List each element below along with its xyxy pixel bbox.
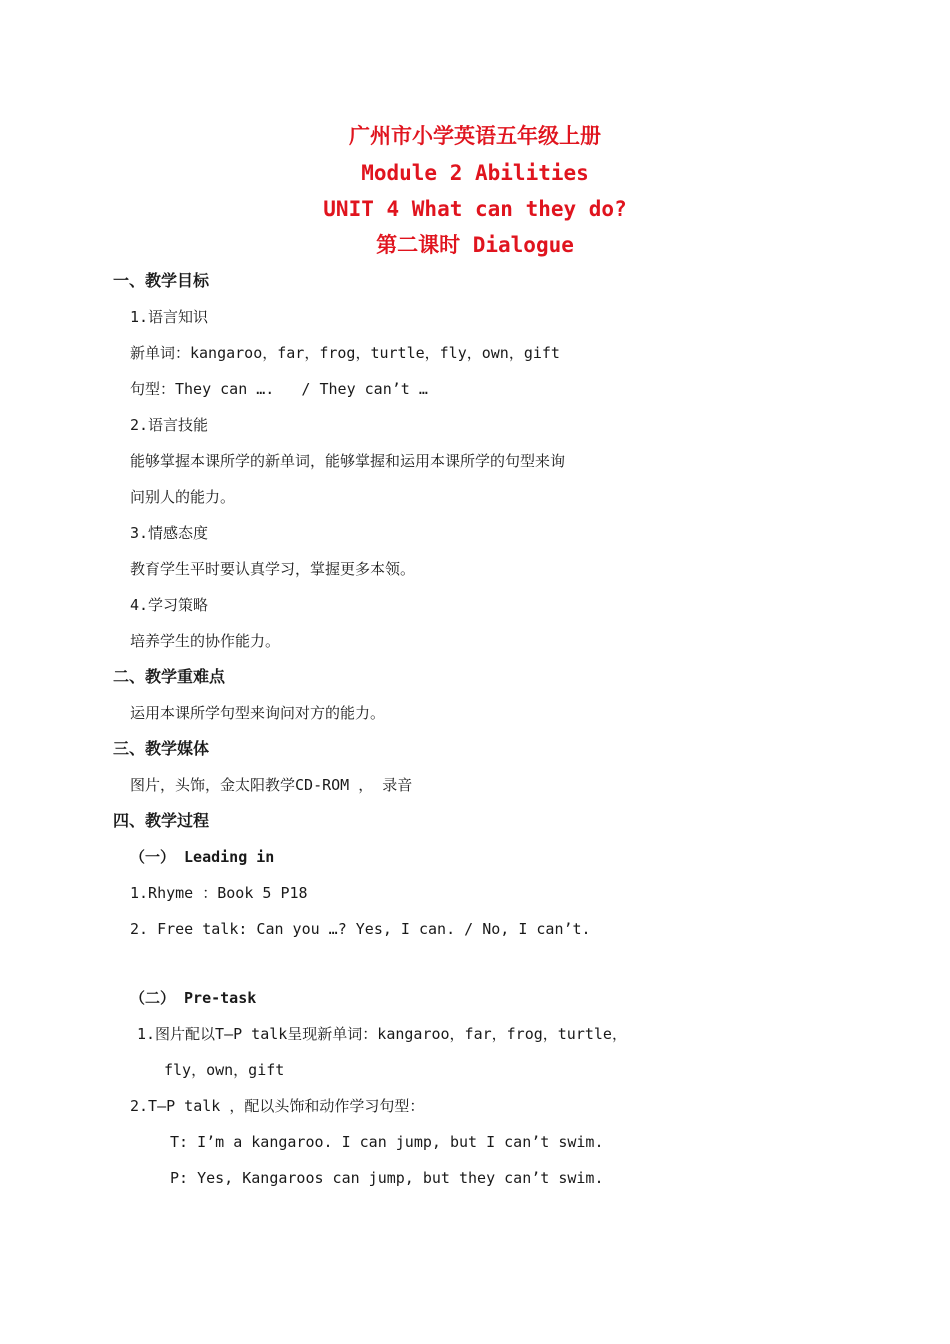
unit-title: UNIT 4 What can they do?	[323, 197, 627, 221]
key-points-text: 运用本课所学句型来询问对方的能力。	[130, 704, 386, 722]
lesson-title: 第二课时 Dialogue	[376, 233, 574, 257]
dialogue-pupil-line: P: Yes, Kangaroos can jump, but they can’t swim.	[170, 1169, 604, 1187]
pre-task-step-1: 1.图片配以T—P talk呈现新单词：kangaroo，far，frog，turtle，	[137, 1025, 627, 1043]
subheading-pre-task: （二） Pre-task	[130, 989, 257, 1007]
objective-attitude: 3.情感态度	[130, 524, 209, 542]
rhyme-line: 1.Rhyme ：Book 5 P18	[130, 884, 308, 902]
dialogue-teacher-line: T: I’m a kangaroo. I can jump, but I can’t swim.	[170, 1133, 604, 1151]
section-heading-process: 四、教学过程	[113, 811, 210, 830]
skills-text-line-1: 能够掌握本课所学的新单词，能够掌握和运用本课所学的句型来询	[130, 452, 566, 470]
media-text: 图片，头饰，金太阳教学CD-ROM ， 录音	[130, 776, 413, 794]
subheading-leading-in: （一） Leading in	[130, 848, 275, 866]
new-words-line: 新单词：kangaroo，far，frog，turtle，fly，own，gift	[130, 344, 560, 362]
free-talk-line: 2. Free talk: Can you …? Yes, I can. / No, I can’t.	[130, 920, 591, 938]
attitude-text: 教育学生平时要认真学习，掌握更多本领。	[130, 560, 416, 578]
objective-strategy: 4.学习策略	[130, 596, 209, 614]
section-heading-media: 三、教学媒体	[113, 739, 210, 758]
module-title: Module 2 Abilities	[361, 161, 589, 185]
objective-language-knowledge: 1.语言知识	[130, 308, 209, 326]
objective-language-skills: 2.语言技能	[130, 416, 209, 434]
section-heading-objectives: 一、教学目标	[113, 271, 210, 290]
sentence-pattern-line: 句型：They can …. / They can’t …	[130, 380, 428, 398]
skills-text-line-2: 问别人的能力。	[130, 488, 236, 506]
document-title: 广州市小学英语五年级上册	[349, 123, 601, 148]
strategy-text: 培养学生的协作能力。	[130, 632, 281, 650]
pre-task-step-1-cont: fly，own，gift	[164, 1061, 285, 1079]
section-heading-key-points: 二、教学重难点	[113, 667, 226, 686]
pre-task-step-2: 2.T—P talk ，配以头饰和动作学习句型：	[130, 1097, 425, 1115]
